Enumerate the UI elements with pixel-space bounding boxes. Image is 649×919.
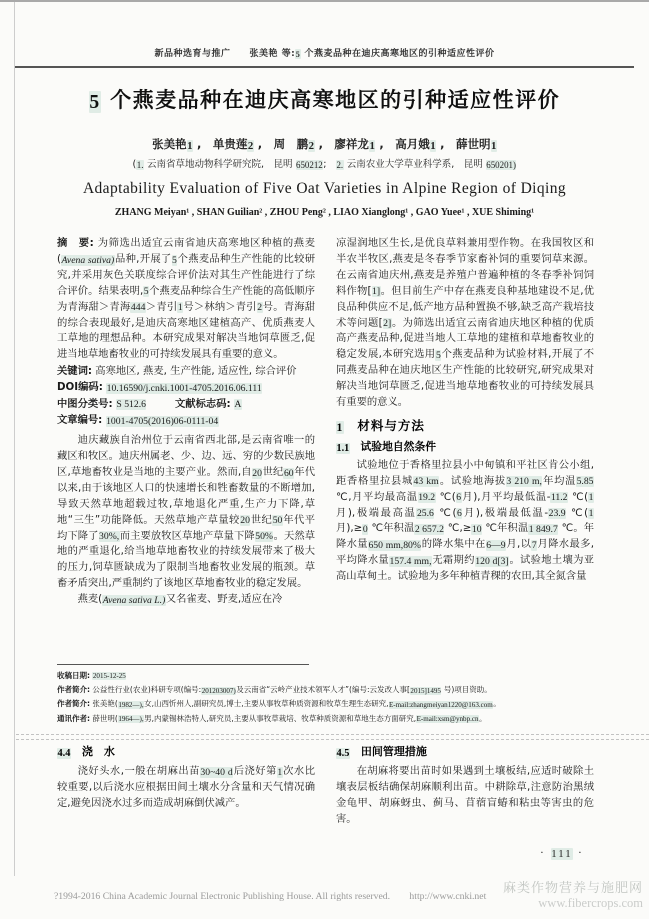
scan-left-edge (14, 2, 15, 876)
footnote-text: 薛世明(1964—),男,内蒙锡林浩特人,研究员,主要从事牧草栽培、牧草种质资源和草地生态方面研究,E-mail:xsm@ynbp.cn。 (92, 713, 487, 724)
bottom-left-column (57, 744, 315, 828)
footnote-funding (57, 683, 643, 697)
field-management-paragraph: 在胡麻将要出苗时如果遇到土壤板结,应适时破除土壤表层板结确保胡麻顺利出苗。中耕除草,注意防治黑绒金龟甲、胡麻蚜虫、蓟马、苜蓿盲蝽和粘虫等害虫的危害。 (336, 764, 594, 825)
bottom-two-columns (57, 744, 594, 828)
abstract-label: 摘 要: (57, 237, 94, 249)
abstract-paragraph (57, 236, 315, 363)
site-conditions-paragraph: 试验地位于香格里拉县小中甸镇和平社区肯公小组,距香格里拉县城43 km。试验地海拔3 210 m,年均温5.85 ℃,月平均最高温19.2 ℃(6月),月平均最低温-11.2 ℃(1月),极端最高温25.6 ℃(6月),极端最低温-23.9 ℃(1月),≥0 ℃年积温2 657.2 ℃,≥10 ℃年积温1 849.7 ℃。年降水量650 mm,80%的降水集中在6—9月,以7月降水最多,平均降水量157.4 mm,无霜期约120 d[3]。试验地土壤为亚高山草甸土。试验地为多年种植青稞的农田,其全氮含量 (336, 458, 595, 583)
watering-paragraph: 浇好头水,一般在胡麻出苗30~40 d后浇好第1次水比较重要,以后浇水应根据田间土壤水分含量和天气情况确定,避免因浇水过多而造成胡麻倒伏减产。 (57, 764, 315, 809)
classification-row (57, 397, 315, 412)
watermark-site-name: 麻类作物营养与施肥网 (502, 881, 643, 896)
footnote-label: 作者简介: (57, 699, 90, 709)
english-title: Adaptability Evaluation of Five Oat Varieties in Alpine Region of Diqing (82, 180, 567, 197)
header-rule (15, 66, 634, 68)
authors-line: 张美艳1 , 单贵莲2 , 周 鹏2 , 廖祥龙1 , 高月娥1 , 薛世明1 (152, 137, 497, 152)
footnote-label: 收稿日期: (57, 671, 90, 680)
footnote-corresponding-author (57, 712, 643, 726)
keywords-row (57, 364, 315, 379)
footnote-label: 作者简介: (57, 685, 90, 695)
left-column (57, 236, 315, 608)
footnote-author-bio (57, 697, 643, 711)
clc-label: 中图分类号: (57, 397, 113, 410)
intro-paragraph: 迪庆藏族自治州位于云南省西北部,是云南省唯一的藏区和牧区。迪庆州属老、少、边、远、穷的少数民族地区,草地畜牧业是当地的主要产业。然而,自20世纪60年代以来,由于该地区人口的快速增长和牲畜数量的不断增加,导致天然草地超载过牧,草地退化严重,生产力下降,草地“三生”功能降低。天然草地产草量较20世纪50年代平均下降了30%,而主要放牧区草地产草量下降50%。天然草地的严重退化,给当地草地畜牧业的持续发展带来了极大的压力,饲草匮缺成为了限制当地畜牧业发展的瓶颈。草畜矛盾突出,严重制约了该地区草地畜牧业的稳定发展。 (57, 434, 316, 590)
doc-code-value: A (234, 399, 242, 411)
bottom-right-column (336, 744, 594, 828)
clc-value: S 512.6 (116, 399, 146, 411)
article-id-row (57, 413, 315, 428)
footnote-received-date (57, 669, 643, 683)
keywords-label: 关键词: (57, 365, 93, 378)
right-column (336, 236, 594, 608)
abstract-text: 为筛选出适宜云南省迪庆高寒地区种植的燕麦(Avena sativa)品种,开展了5个燕麦品种生产性能的比较研究,并采用灰色关联度综合评价法对其生产性能进行了综合评价。结果表明,5个燕麦品种综合生产性能的高低顺序为青海甜＞青海444＞青引1号＞林纳＞青引2号。青海甜的综合表现最好,是迪庆高寒地区建植高产、优质燕麦人工草地的理想品种。本研究成果对解决当地饲草匮乏,促进当地草地畜牧业的可持续发展具有重要的意义。 (57, 237, 316, 361)
section-heading-field-management: 4.5 田间管理措施 (336, 745, 427, 759)
doi-value: 10.16590/j.cnki.1001-4705.2016.06.111 (106, 383, 262, 395)
footnote-text: 2015-12-25 (92, 672, 126, 681)
doi-row (57, 380, 315, 395)
wavy-divider (16, 734, 649, 740)
section-heading-site-conditions: 1.1 试验地自然条件 (336, 439, 437, 454)
footnote-rule (57, 664, 309, 665)
article-id-value: 1001-4705(2016)06-0111-04 (106, 415, 219, 427)
main-two-columns (57, 236, 594, 608)
section-heading-materials-methods: 1 材料与方法 (336, 417, 425, 434)
oat-paragraph-left: 燕麦(Avena sativa L.)又名雀麦、野麦,适应在冷 (77, 593, 283, 606)
affiliation-line: (1. 云南省草地动物科学研究院, 昆明 650212; 2. 云南农业大学草业科学系, 昆明 650201) (132, 159, 516, 170)
oat-paragraph-continuation: 凉湿润地区生长,是优良草料兼用型作物。在我国牧区和半农半牧区,燕麦是冬春季节家畜补饲的重要饲草来源。在云南省迪庆州,燕麦是养殖户普遍种植的冬春季补饲饲料作物[1]。但目前生产中存在燕麦良种基地建设不足,优良品种供应不足,低产地方品种置换不够,缺乏高产栽培技术等问题[2]。为筛选出适宜云南省迪庆地区种植的优质高产燕麦品种,促进当地人工草地的建植和草地畜牧业的稳定发展,本研究选用5个燕麦品种为试验材料,开展了不同燕麦品种在迪庆地区生产性能的比较研究,研究成果对解决当地饲草匮乏,促进当地草地畜牧业的可持续发展具有重要的意义。 (336, 237, 594, 409)
running-header: 新品种选育与推广 张美艳 等:5 个燕麦品种在迪庆高寒地区的引种适应性评价 (154, 48, 495, 59)
section-heading-watering: 4.4 浇 水 (57, 745, 115, 759)
article-title: 5 个燕麦品种在迪庆高寒地区的引种适应性评价 (89, 88, 561, 114)
doc-code-label: 文献标志码: (175, 397, 231, 410)
article-id-label: 文章编号: (57, 413, 103, 426)
footnote-label: 通讯作者: (57, 713, 90, 723)
copyright-footer: ?1994-2016 China Academic Journal Electronic Publishing House. All rights reserved. http://www.cnki.net (54, 891, 487, 902)
scan-top-edge (0, 0, 649, 2)
watermark-site-url: www.fibercrops.com (538, 896, 643, 910)
page-number: · 111 · (540, 847, 584, 860)
watermark (503, 881, 643, 911)
english-authors: ZHANG Meiyan¹ , SHAN Guilian² , ZHOU Peng² , LIAO Xianglong¹ , GAO Yuee¹ , XUE Shiming¹ (114, 207, 535, 218)
footnote-text: 公益性行业(农业)科研专项(编号:201203007)及云南省“云岭产业技术领军人才”(编号:云发改人事[2015]1495 号)项目资助。 (92, 685, 492, 695)
keywords-text: 高寒地区, 燕麦, 生产性能, 适应性, 综合评价 (95, 365, 297, 378)
doi-label: DOI编码: (57, 381, 103, 394)
footnotes-block (57, 669, 643, 726)
footnote-text: 张美艳(1982—),女,山西忻州人,副研究员,博士,主要从事牧草种质资源和牧草生理生态研究,E-mail:zhangmeiyan1220@163.com。 (92, 699, 501, 709)
